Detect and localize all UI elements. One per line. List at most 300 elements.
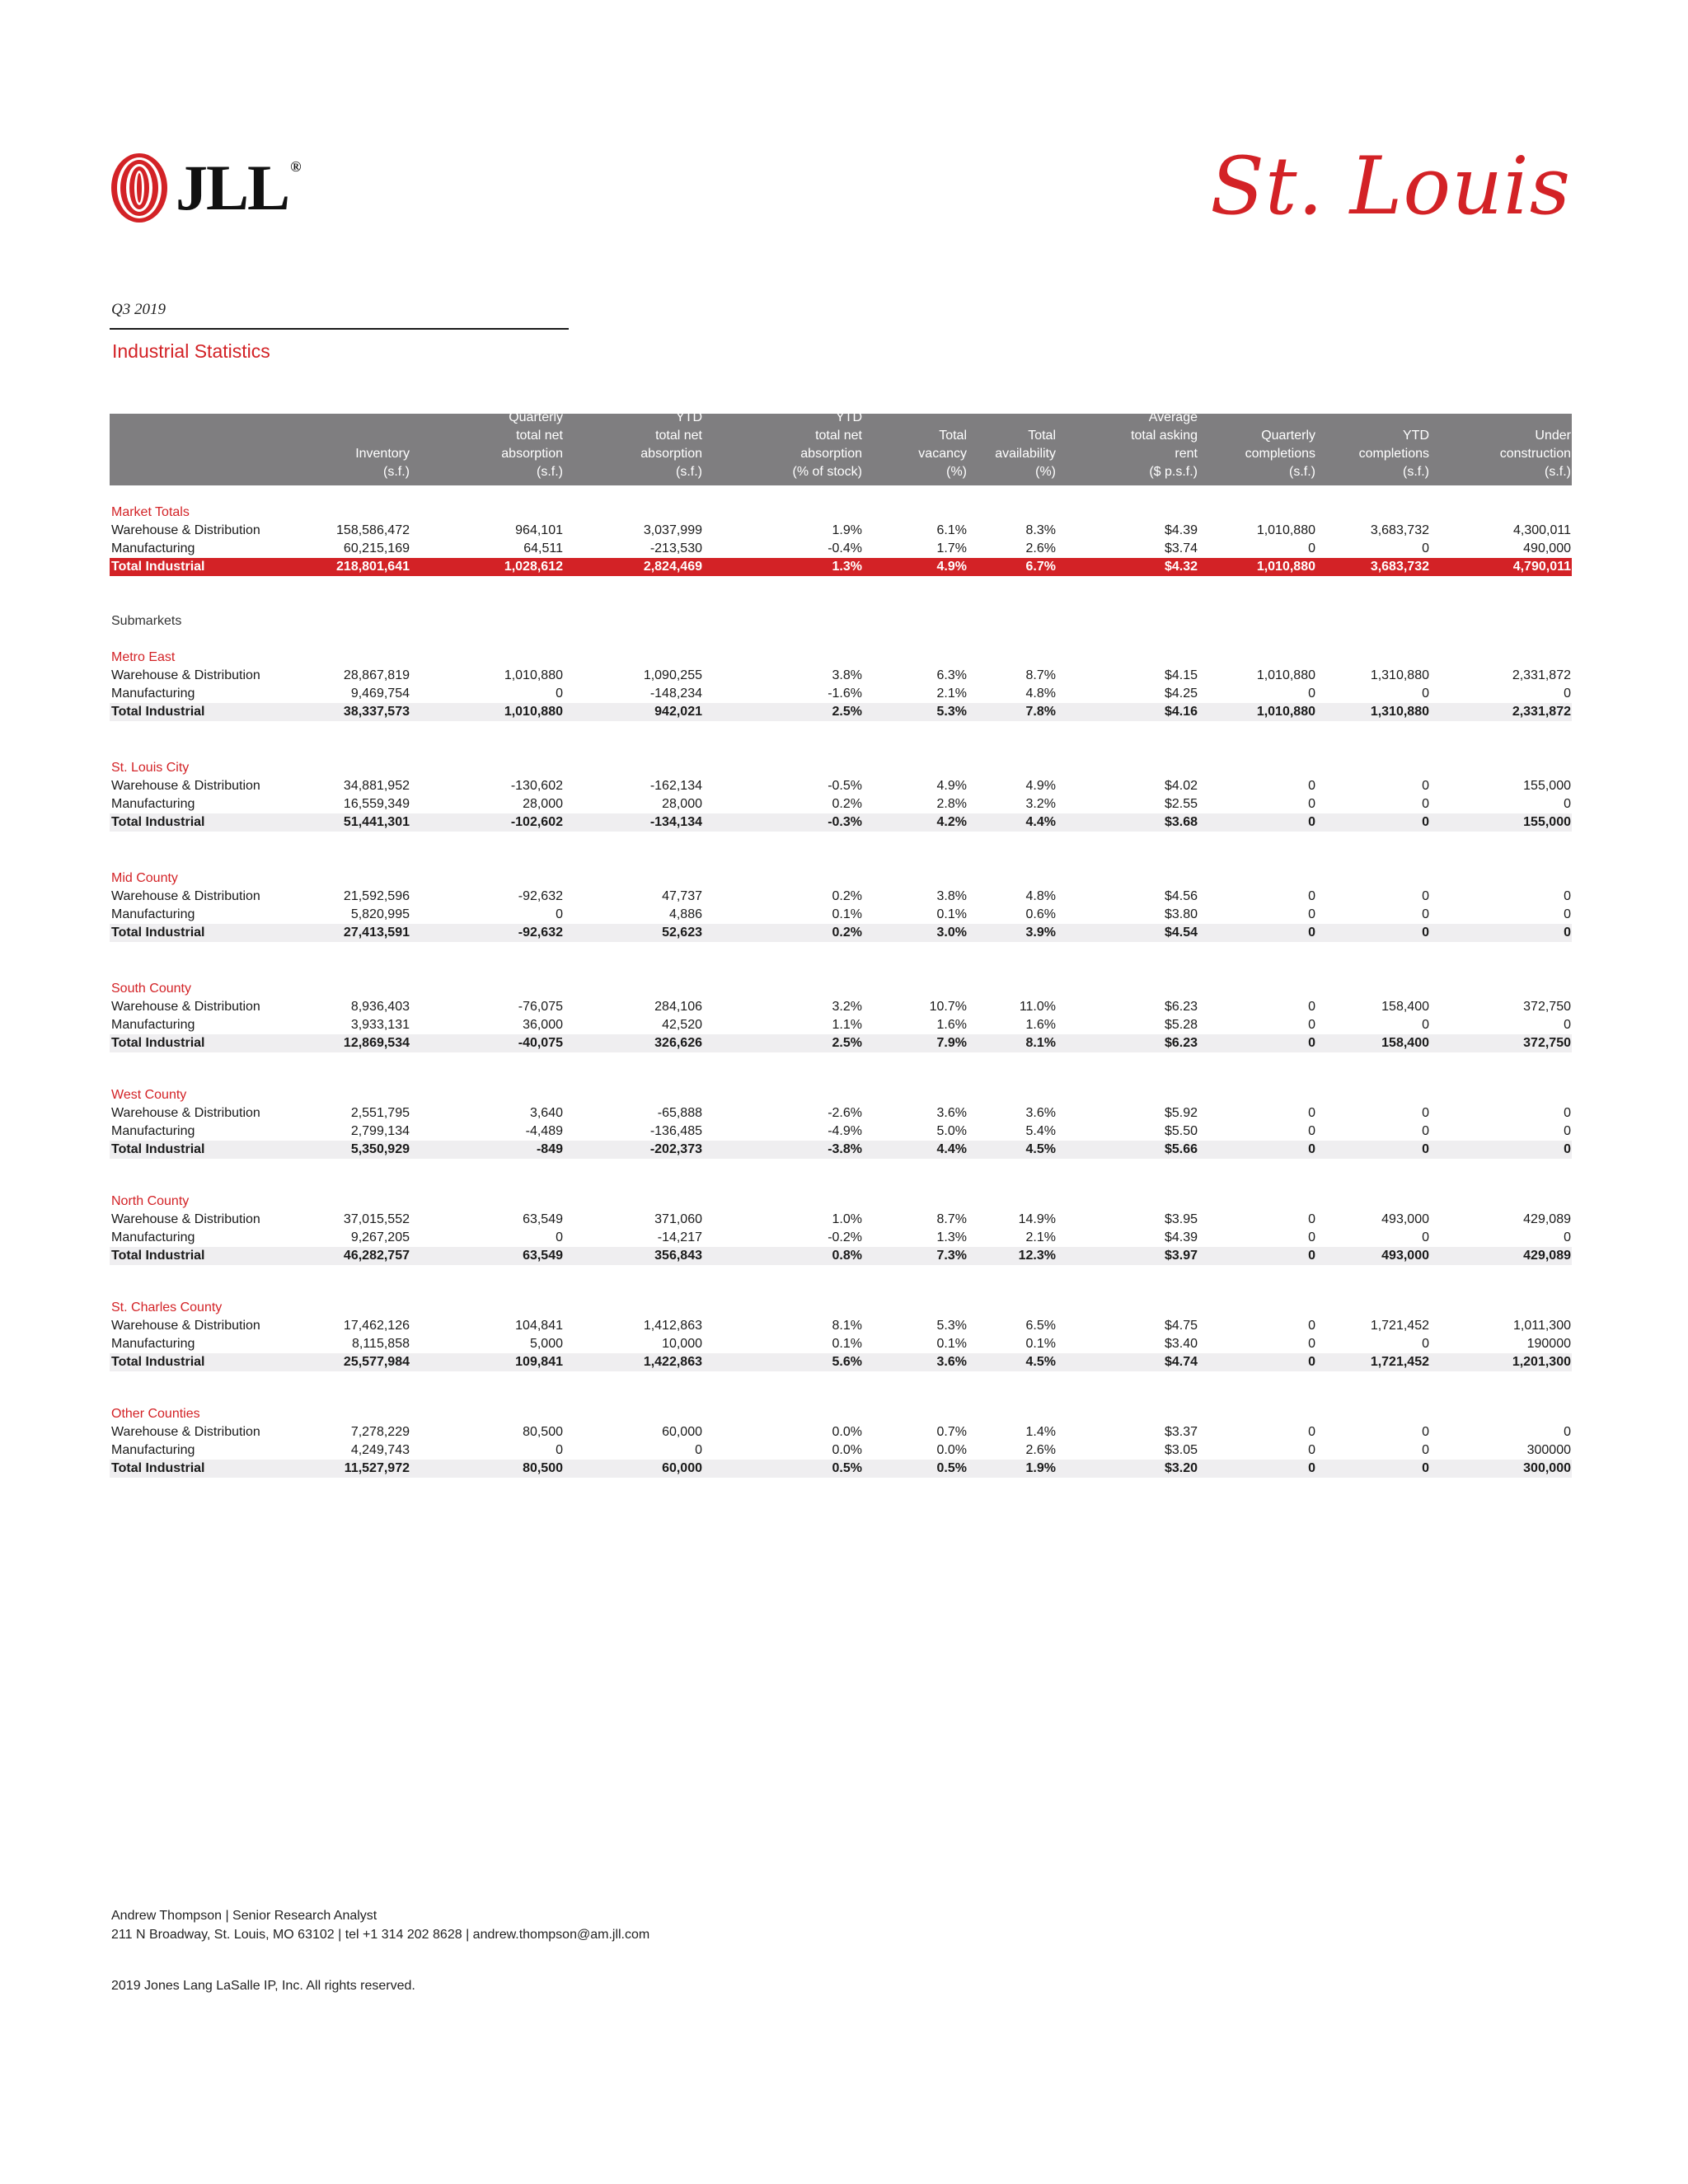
- table-cell: 0: [1422, 1443, 1429, 1457]
- table-body: [110, 504, 1572, 1478]
- table-cell: 300000: [1526, 1443, 1571, 1457]
- table-cell: 1,201,300: [1512, 1355, 1571, 1369]
- table-cell: $3.68: [1164, 815, 1198, 829]
- table-cell: $5.66: [1164, 1142, 1198, 1156]
- table-cell: $5.92: [1164, 1106, 1198, 1120]
- submarket-name: South County: [111, 982, 191, 996]
- table-cell: 1.9%: [1025, 1461, 1056, 1475]
- table-cell: 10.7%: [929, 1000, 967, 1014]
- row-label: Total Industrial: [111, 705, 205, 719]
- row-label: Manufacturing: [111, 1124, 195, 1138]
- table-cell: 0.0%: [832, 1443, 862, 1457]
- table-cell: 0: [1422, 889, 1429, 903]
- table-cell: 10,000: [662, 1337, 702, 1351]
- table-cell: 3.2%: [1025, 797, 1056, 811]
- table-cell: 8,936,403: [350, 1000, 410, 1014]
- table-cell: 51,441,301: [343, 815, 410, 829]
- table-cell: 0: [1564, 1124, 1571, 1138]
- table-cell: 4.5%: [1025, 1355, 1056, 1369]
- row-label: Warehouse & Distribution: [111, 1425, 260, 1439]
- table-cell: 4.9%: [936, 560, 967, 574]
- table-cell: 1,010,880: [504, 705, 563, 719]
- table-cell: 64,511: [523, 541, 563, 555]
- table-cell: $6.23: [1164, 1036, 1198, 1050]
- table-cell: 493,000: [1381, 1249, 1429, 1263]
- table-row: [110, 1104, 1572, 1122]
- total-row: [110, 558, 1572, 576]
- table-cell: 300,000: [1523, 1461, 1571, 1475]
- table-cell: 0: [1422, 687, 1429, 701]
- table-cell: 3.6%: [936, 1355, 967, 1369]
- table-cell: -14,217: [657, 1230, 702, 1244]
- column-header-line: (%): [946, 465, 967, 479]
- table-cell: 1,010,880: [1256, 560, 1315, 574]
- table-row: [110, 1229, 1572, 1247]
- table-cell: 1,010,880: [504, 668, 563, 682]
- table-cell: 42,520: [662, 1018, 702, 1032]
- table-cell: 14.9%: [1018, 1212, 1056, 1226]
- row-label: Manufacturing: [111, 1443, 195, 1457]
- table-cell: 1,721,452: [1370, 1319, 1429, 1333]
- table-cell: $4.56: [1164, 889, 1198, 903]
- column-header-line: Average: [1148, 410, 1198, 424]
- table-cell: 5.6%: [832, 1355, 862, 1369]
- table-cell: $4.39: [1164, 1230, 1198, 1244]
- table-cell: -4,489: [525, 1124, 563, 1138]
- table-cell: 0: [1308, 1212, 1315, 1226]
- table-row: [110, 1122, 1572, 1141]
- table-row: [110, 1211, 1572, 1229]
- table-cell: 0: [1422, 779, 1429, 793]
- table-cell: 0: [1308, 926, 1315, 940]
- table-cell: 0: [1422, 1230, 1429, 1244]
- table-cell: 0: [1422, 815, 1429, 829]
- column-header-line: Total: [1028, 429, 1056, 443]
- table-cell: 25,577,984: [343, 1355, 410, 1369]
- table-cell: $4.16: [1164, 705, 1198, 719]
- table-cell: 1,310,880: [1370, 668, 1429, 682]
- column-header-line: YTD: [676, 410, 702, 424]
- table-cell: -202,373: [649, 1142, 702, 1156]
- table-cell: 2,331,872: [1512, 668, 1571, 682]
- table-row: [110, 1423, 1572, 1441]
- column-header: [415, 409, 563, 481]
- period-divider: [110, 328, 569, 330]
- table-cell: 0.1%: [1025, 1337, 1056, 1351]
- table-cell: 429,089: [1523, 1212, 1571, 1226]
- table-cell: -0.5%: [828, 779, 862, 793]
- table-cell: 7.9%: [936, 1036, 967, 1050]
- column-header-line: Quarterly: [509, 410, 563, 424]
- table-cell: 0: [1422, 1337, 1429, 1351]
- row-label: Warehouse & Distribution: [111, 1000, 260, 1014]
- table-cell: 0: [1564, 1106, 1571, 1120]
- table-cell: 0: [1422, 1106, 1429, 1120]
- table-cell: 63,549: [523, 1212, 563, 1226]
- table-cell: 0: [556, 687, 563, 701]
- table-cell: -162,134: [649, 779, 702, 793]
- table-cell: 3,640: [529, 1106, 563, 1120]
- column-header-line: total net: [655, 429, 702, 443]
- table-cell: 0: [1308, 1018, 1315, 1032]
- table-cell: 5,820,995: [350, 907, 410, 921]
- table-cell: 0: [1308, 1036, 1315, 1050]
- table-cell: $3.95: [1164, 1212, 1198, 1226]
- table-cell: -3.8%: [828, 1142, 862, 1156]
- column-header: [261, 445, 410, 481]
- table-cell: 0: [1422, 1142, 1429, 1156]
- table-cell: -130,602: [510, 779, 563, 793]
- table-cell: 12,869,534: [343, 1036, 410, 1050]
- column-header-line: Quarterly: [1261, 429, 1315, 443]
- table-cell: 4.8%: [1025, 889, 1056, 903]
- column-header-line: construction: [1499, 447, 1571, 461]
- table-cell: 1,422,863: [643, 1355, 702, 1369]
- table-cell: 0: [556, 907, 563, 921]
- column-header-line: (s.f.): [537, 465, 563, 479]
- table-cell: 1,090,255: [643, 668, 702, 682]
- row-label: Total Industrial: [111, 815, 205, 829]
- row-label: Manufacturing: [111, 541, 195, 555]
- table-cell: 4,249,743: [350, 1443, 410, 1457]
- table-cell: 5,000: [529, 1337, 563, 1351]
- table-cell: 0.1%: [936, 907, 967, 921]
- table-cell: 1.3%: [936, 1230, 967, 1244]
- jll-logo: [110, 151, 300, 225]
- table-cell: 4.8%: [1025, 687, 1056, 701]
- table-cell: 34,881,952: [343, 779, 410, 793]
- table-cell: 6.5%: [1025, 1319, 1056, 1333]
- table-cell: 3.2%: [832, 1000, 862, 1014]
- statistics-table: [110, 410, 1572, 1478]
- table-cell: 0: [1308, 1355, 1315, 1369]
- footer-address: 211 N Broadway, St. Louis, MO 63102 | tel +1 314 202 8628 | andrew.thompson@am.jll.com: [111, 1928, 650, 1942]
- table-cell: 0.2%: [832, 889, 862, 903]
- table-cell: 28,000: [662, 797, 702, 811]
- table-cell: 0: [1422, 541, 1429, 555]
- table-cell: 158,586,472: [336, 523, 410, 537]
- row-label: Total Industrial: [111, 926, 205, 940]
- table-cell: -4.9%: [828, 1124, 862, 1138]
- table-cell: 1,412,863: [643, 1319, 702, 1333]
- table-cell: 2.6%: [1025, 1443, 1056, 1457]
- table-cell: 1,010,880: [1256, 668, 1315, 682]
- table-cell: 0: [1422, 907, 1429, 921]
- row-label: Manufacturing: [111, 1230, 195, 1244]
- table-cell: 1,028,612: [504, 560, 563, 574]
- column-header-line: (s.f.): [1403, 465, 1429, 479]
- table-cell: 4.2%: [936, 815, 967, 829]
- table-cell: 0: [1564, 907, 1571, 921]
- table-cell: 0.7%: [936, 1425, 967, 1439]
- table-cell: 16,559,349: [343, 797, 410, 811]
- table-cell: 38,337,573: [343, 705, 410, 719]
- table-cell: 9,267,205: [350, 1230, 410, 1244]
- table-cell: 0: [1308, 1106, 1315, 1120]
- column-header-line: (%): [1035, 465, 1056, 479]
- table-cell: 7.3%: [936, 1249, 967, 1263]
- table-cell: 2.1%: [936, 687, 967, 701]
- footer-author: Andrew Thompson | Senior Research Analyst: [111, 1909, 377, 1923]
- table-cell: 0: [556, 1230, 563, 1244]
- submarket-name: Other Counties: [111, 1407, 200, 1421]
- table-cell: 21,592,596: [343, 889, 410, 903]
- jll-rings-icon: [110, 152, 169, 224]
- table-cell: 0: [1308, 797, 1315, 811]
- table-row: [110, 540, 1572, 558]
- table-cell: 3.6%: [1025, 1106, 1056, 1120]
- logo-wordmark: JLL ®: [176, 152, 300, 223]
- table-cell: 0: [1564, 1230, 1571, 1244]
- table-cell: $4.02: [1164, 779, 1198, 793]
- table-cell: 7,278,229: [350, 1425, 410, 1439]
- section-heading: Submarkets: [111, 614, 182, 628]
- table-cell: 0: [1564, 889, 1571, 903]
- table-cell: -134,134: [649, 815, 702, 829]
- column-header-line: total asking: [1131, 429, 1198, 443]
- submarket-name: North County: [111, 1194, 190, 1208]
- column-header-line: YTD: [1403, 429, 1429, 443]
- column-header: [554, 409, 702, 481]
- submarket-name: Market Totals: [111, 505, 190, 519]
- table-cell: -148,234: [649, 687, 702, 701]
- table-cell: 17,462,126: [343, 1319, 410, 1333]
- table-cell: $4.74: [1164, 1355, 1198, 1369]
- table-row: [110, 685, 1572, 703]
- row-label: Warehouse & Distribution: [111, 1106, 260, 1120]
- total-row: [110, 1247, 1572, 1265]
- table-cell: 11.0%: [1019, 1000, 1056, 1014]
- table-cell: 46,282,757: [343, 1249, 410, 1263]
- table-cell: 8.1%: [832, 1319, 862, 1333]
- table-cell: 60,000: [662, 1425, 702, 1439]
- table-cell: $3.20: [1164, 1461, 1198, 1475]
- table-cell: 2,799,134: [350, 1124, 410, 1138]
- table-cell: 2.8%: [936, 797, 967, 811]
- table-cell: 372,750: [1523, 1000, 1571, 1014]
- table-cell: 158,400: [1381, 1036, 1429, 1050]
- table-cell: 0: [1308, 1337, 1315, 1351]
- column-header-line: completions: [1245, 447, 1315, 461]
- table-cell: $3.80: [1164, 907, 1198, 921]
- table-cell: 8.1%: [1025, 1036, 1056, 1050]
- table-cell: $3.97: [1164, 1249, 1198, 1263]
- row-label: Total Industrial: [111, 1249, 205, 1263]
- row-label: Warehouse & Distribution: [111, 668, 260, 682]
- table-cell: 60,000: [662, 1461, 702, 1475]
- table-cell: 5.3%: [936, 705, 967, 719]
- table-row: [110, 998, 1572, 1016]
- column-header-line: (s.f.): [1289, 465, 1315, 479]
- table-cell: 37,015,552: [343, 1212, 410, 1226]
- column-header-line: availability: [995, 447, 1056, 461]
- table-cell: 0: [1308, 541, 1315, 555]
- table-cell: 490,000: [1523, 541, 1571, 555]
- table-cell: $3.74: [1164, 541, 1198, 555]
- row-label: Warehouse & Distribution: [111, 523, 260, 537]
- table-cell: 0.5%: [936, 1461, 967, 1475]
- column-header: [1281, 427, 1429, 481]
- table-cell: 0: [1308, 1230, 1315, 1244]
- table-cell: -213,530: [649, 541, 702, 555]
- column-header-line: (s.f.): [676, 465, 702, 479]
- table-cell: 372,750: [1523, 1036, 1571, 1050]
- table-cell: $2.55: [1164, 797, 1198, 811]
- table-cell: 0: [1564, 687, 1571, 701]
- table-cell: 0.6%: [1025, 907, 1056, 921]
- table-row: [110, 1317, 1572, 1335]
- table-cell: 1.3%: [832, 560, 862, 574]
- table-cell: 942,021: [654, 705, 702, 719]
- footer-contact: [111, 1906, 649, 1944]
- table-cell: 493,000: [1381, 1212, 1429, 1226]
- table-cell: 3.9%: [1025, 926, 1056, 940]
- table-cell: 1,010,880: [1256, 523, 1315, 537]
- table-cell: 36,000: [523, 1018, 563, 1032]
- table-cell: 0: [1308, 1443, 1315, 1457]
- table-cell: 0: [1308, 1249, 1315, 1263]
- column-header-line: ($ p.s.f.): [1149, 465, 1198, 479]
- table-cell: 0: [1564, 797, 1571, 811]
- table-cell: 1,011,300: [1513, 1319, 1571, 1333]
- table-cell: 0: [1422, 1018, 1429, 1032]
- table-cell: 8.7%: [936, 1212, 967, 1226]
- table-cell: 4.9%: [936, 779, 967, 793]
- total-row: [110, 1460, 1572, 1478]
- table-cell: 0: [1308, 815, 1315, 829]
- table-row: [110, 777, 1572, 795]
- table-cell: 3,037,999: [643, 523, 702, 537]
- table-cell: 5.4%: [1025, 1124, 1056, 1138]
- submarket-name: St. Charles County: [111, 1301, 223, 1315]
- table-cell: 1,310,880: [1370, 705, 1429, 719]
- column-header-line: total net: [815, 429, 862, 443]
- table-cell: $4.25: [1164, 687, 1198, 701]
- table-cell: 80,500: [523, 1425, 563, 1439]
- table-cell: 6.3%: [936, 668, 967, 682]
- row-label: Manufacturing: [111, 687, 195, 701]
- table-cell: 1,010,880: [1256, 705, 1315, 719]
- report-title: Industrial Statistics: [112, 340, 270, 362]
- table-cell: $4.54: [1164, 926, 1198, 940]
- column-header-line: Under: [1535, 429, 1571, 443]
- table-cell: 11,527,972: [344, 1461, 410, 1475]
- table-cell: 28,867,819: [343, 668, 410, 682]
- table-cell: 0.2%: [832, 797, 862, 811]
- table-cell: 0.1%: [832, 1337, 862, 1351]
- table-cell: 0.8%: [832, 1249, 862, 1263]
- table-cell: $4.15: [1164, 668, 1198, 682]
- table-cell: $4.39: [1164, 523, 1198, 537]
- table-cell: 0: [1564, 1142, 1571, 1156]
- table-cell: 0.0%: [832, 1425, 862, 1439]
- footer-copyright: 2019 Jones Lang LaSalle IP, Inc. All rights reserved.: [111, 1979, 415, 1993]
- table-row: [110, 795, 1572, 813]
- row-label: Warehouse & Distribution: [111, 1212, 260, 1226]
- table-row: [110, 888, 1572, 906]
- table-cell: 0: [1422, 1124, 1429, 1138]
- column-header-line: rent: [1175, 447, 1198, 461]
- column-header-line: absorption: [501, 447, 563, 461]
- report-period: Q3 2019: [111, 301, 166, 318]
- table-cell: -136,485: [649, 1124, 702, 1138]
- table-cell: 4.4%: [1025, 815, 1056, 829]
- column-header: [907, 427, 1056, 481]
- table-cell: 3,933,131: [350, 1018, 410, 1032]
- table-cell: $3.40: [1164, 1337, 1198, 1351]
- column-header-line: (s.f.): [383, 465, 410, 479]
- table-cell: 0.5%: [832, 1461, 862, 1475]
- table-cell: 12.3%: [1018, 1249, 1056, 1263]
- column-header-line: completions: [1358, 447, 1429, 461]
- total-row: [110, 1141, 1572, 1159]
- total-row: [110, 703, 1572, 721]
- table-cell: 0: [1308, 1425, 1315, 1439]
- table-cell: 0: [1422, 1425, 1429, 1439]
- table-cell: 8.3%: [1025, 523, 1056, 537]
- column-header-line: (s.f.): [1545, 465, 1571, 479]
- table-cell: 0: [1422, 797, 1429, 811]
- table-row: [110, 1335, 1572, 1353]
- table-cell: 109,841: [515, 1355, 563, 1369]
- table-cell: 3.0%: [936, 926, 967, 940]
- total-row: [110, 1353, 1572, 1371]
- table-cell: 28,000: [523, 797, 563, 811]
- table-cell: 2,551,795: [350, 1106, 410, 1120]
- row-label: Manufacturing: [111, 797, 195, 811]
- table-cell: 52,623: [662, 926, 702, 940]
- table-cell: 4.4%: [936, 1142, 967, 1156]
- column-header-line: absorption: [640, 447, 702, 461]
- table-cell: 27,413,591: [343, 926, 410, 940]
- table-cell: -102,602: [510, 815, 563, 829]
- table-cell: 356,843: [654, 1249, 702, 1263]
- table-cell: 1,721,452: [1370, 1355, 1429, 1369]
- table-cell: 2,331,872: [1512, 705, 1571, 719]
- table-cell: 2,824,469: [643, 560, 702, 574]
- city-title: St. Louis: [1210, 140, 1571, 232]
- table-cell: 0: [1564, 926, 1571, 940]
- table-cell: 0: [1308, 1461, 1315, 1475]
- table-cell: 0: [1564, 1018, 1571, 1032]
- table-cell: 1.9%: [832, 523, 862, 537]
- column-header-line: absorption: [800, 447, 862, 461]
- table-cell: 0: [1308, 1000, 1315, 1014]
- column-header-line: (% of stock): [792, 465, 862, 479]
- table-cell: 8,115,858: [352, 1337, 410, 1351]
- submarket-name: Metro East: [111, 650, 176, 664]
- table-row: [110, 522, 1572, 540]
- table-cell: 80,500: [523, 1461, 563, 1475]
- table-cell: -65,888: [657, 1106, 702, 1120]
- table-cell: -0.3%: [828, 815, 862, 829]
- table-cell: 60,215,169: [343, 541, 410, 555]
- table-cell: -849: [536, 1142, 563, 1156]
- table-cell: 371,060: [654, 1212, 702, 1226]
- table-cell: 0.2%: [832, 926, 862, 940]
- table-cell: -92,632: [518, 889, 563, 903]
- row-label: Total Industrial: [111, 560, 205, 574]
- table-cell: $6.23: [1164, 1000, 1198, 1014]
- table-cell: -0.2%: [828, 1230, 862, 1244]
- column-header-line: Inventory: [355, 447, 410, 461]
- table-row: [110, 906, 1572, 924]
- table-cell: 0: [695, 1443, 702, 1457]
- table-cell: 155,000: [1523, 815, 1571, 829]
- table-cell: 4.9%: [1025, 779, 1056, 793]
- row-label: Warehouse & Distribution: [111, 889, 260, 903]
- table-cell: $3.37: [1164, 1425, 1198, 1439]
